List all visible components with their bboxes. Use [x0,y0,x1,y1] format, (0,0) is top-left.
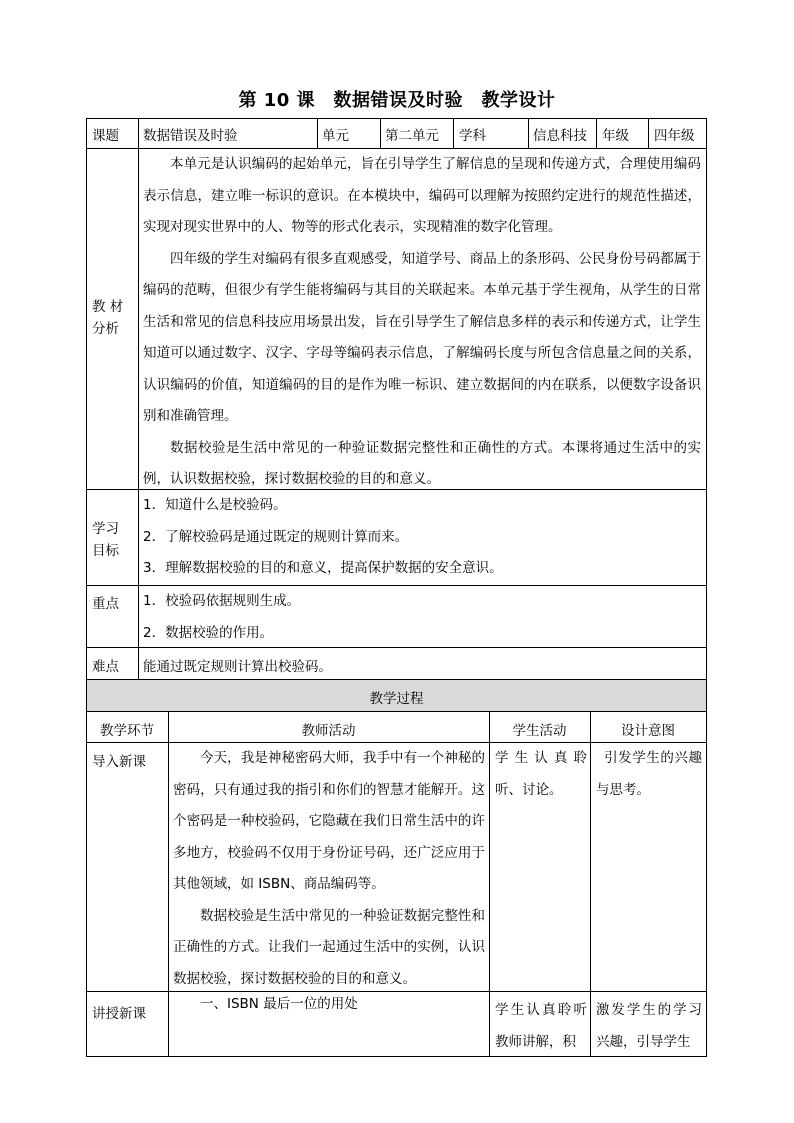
objectives-label-line1: 学习 [92,521,119,537]
grade-value: 四年级 [654,128,695,144]
intent-text: 激发学生的学习兴趣，引导学生 [596,1002,702,1050]
grade-label: 年级 [602,128,629,144]
design-intent [596,743,702,806]
objective-item: 3．理解数据校验的目的和意义，提高保护数据的安全意识。 [143,560,503,576]
objectives-list [143,490,701,585]
teacher-paragraph: 今天，我是神秘密码大师，我手中有一个神秘的密码，只有通过我的指引和你们的智慧才能解开。这个密码是一种校验码，它隐藏在我们日常生活中的许多地方，校验码不仅用于身份证号码，还广泛应用于其他领域，如 ISBN、商品编码等。 [173,750,485,892]
subject-value: 信息科技 [533,128,587,144]
intent-text: 引发学生的兴趣与思考。 [596,750,702,798]
col-teacher-header: 教师活动 [301,723,356,739]
page-title: 第 10 课 数据错误及时验 教学设计 [238,90,556,111]
process-header: 教学过程 [369,691,424,707]
objective-item: 1．知道什么是校验码。 [143,497,287,513]
col-student-header: 学生活动 [512,723,567,739]
stage-cell: 导入新课 [92,754,146,770]
stage-cell: 讲授新课 [92,1006,146,1022]
design-intent [596,995,702,1058]
topic-label: 课题 [92,128,119,144]
analysis-paragraph: 本单元是认识编码的起始单元，旨在引导学生了解信息的呈现和传递方式，合理使用编码表示信息，建立唯一标识的意识。在本模块中，编码可以理解为按照约定进行的规范性描述，实现对现实世界中的人、物等的形式化表示，实现精准的数字化管理。 [143,156,701,235]
teacher-paragraph: 一、ISBN 最后一位的用处 [200,996,358,1012]
objective-item: 2．了解校验码是通过既定的规则计算而来。 [143,528,409,545]
col-intent-header: 设计意图 [621,723,675,739]
student-text: 学生认真聆听、讨论。 [495,750,587,798]
unit-label: 单元 [322,128,349,144]
analysis-paragraph: 四年级的学生对编码有很多直观感受，知道学号、商品上的条形码、公民身份号码都属于编码的范畴，但很少有学生能将编码与其目的关联起来。本单元基于学生视角，从学生的日常生活和常见的信息科技应用场景出发，旨在引导学生了解信息多样的表示和传递方式，让学生知道可以通过数字、汉字、字母等编码表示信息，了解编码长度与所包含信息量之间的关系，认识编码的价值，知道编码的目的是作为唯一标识、建立数据间的内在联系，以便数字设备识别和准确管理。 [143,250,701,424]
difficulty-text: 能通过既定规则计算出校验码。 [143,659,332,675]
teacher-paragraph: 数据校验是生活中常见的一种验证数据完整性和正确性的方式。让我们一起通过生活中的实例，认识数据校验，探讨数据校验的目的和意义。 [173,907,485,987]
student-activity [495,743,587,806]
analysis-text [143,149,701,496]
analysis-label-line2: 分析 [92,321,119,337]
keypoint-item: 2．数据校验的作用。 [143,624,274,641]
teacher-activity [173,743,485,995]
objectives-label [92,518,119,562]
analysis-paragraph: 数据校验是生活中常见的一种验证数据完整性和正确性的方式。本课将通过生活中的实例，认识数据校验，探讨数据校验的目的和意义。 [143,439,701,487]
teacher-activity [173,989,485,1021]
topic-value: 数据错误及时验 [143,128,238,144]
difficulty-label: 难点 [92,659,119,675]
student-activity [495,995,587,1058]
unit-value: 第二单元 [385,128,439,144]
student-text: 学生认真聆听教师讲解，积 [495,1002,587,1050]
objectives-label-line2: 目标 [92,543,119,559]
subject-label: 学科 [459,128,486,144]
analysis-label-line1: 教 材 [92,299,124,315]
col-stage-header: 教学环节 [100,723,154,739]
keypoints-label: 重点 [92,596,119,612]
keypoints-list [143,586,701,649]
keypoint-item: 1．校验码依据规则生成。 [143,593,301,609]
analysis-label [92,296,123,340]
